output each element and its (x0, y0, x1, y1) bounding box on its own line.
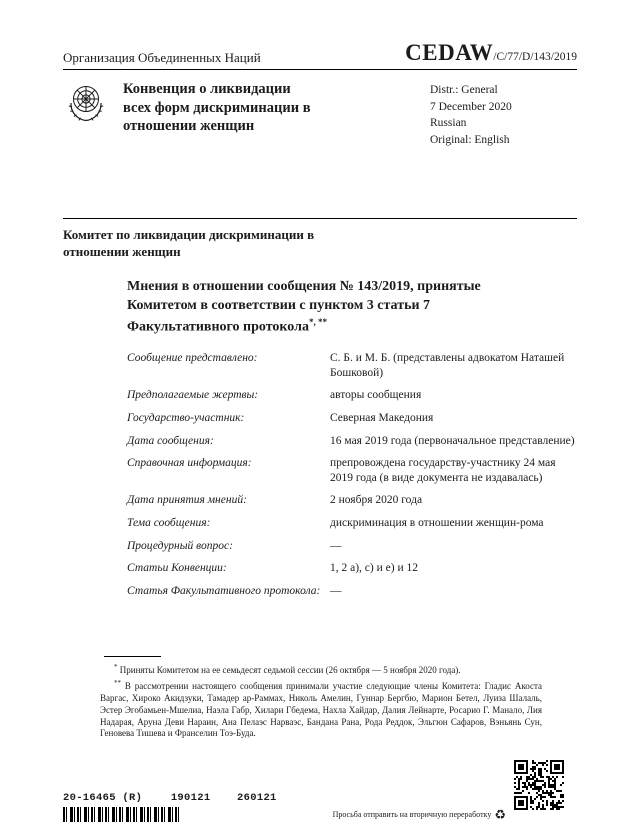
fields-table (127, 351, 577, 598)
field-row (127, 561, 577, 576)
field-value: –– (330, 584, 342, 597)
field-label: Статьи Конвенции: (127, 562, 227, 575)
field-value: Северная Македония (330, 412, 434, 424)
footnote-text: В рассмотрении настоящего сообщения принимали участие следующие члены Комитета: Гладис Акоста Варгас, Хироко Акидзуки, Тамадер ар-Раммах, Николь Амелин, Гуннар Бергбю, Марион Бетел, Луиза Шалаль, Эстер Эгобамьен-Мшелиа, Наэла Габр, Хилари Гбедема, Нахла Хайдар, Далия Лейнарте, Росарио Г. Манало, Лия Надарая, Аруна Деви Нараин, Ана Пелаэс Нарваэс, Бандана Рана, Рода Реддок, Эльгюн Сафаров, Вэньянь Сун, Геновева Тишева и Франселин Тоэ-Буда. (100, 680, 542, 739)
field-row (127, 388, 577, 403)
barcode (63, 807, 179, 822)
field-row (127, 434, 577, 449)
field-label: Государство-участник: (127, 412, 245, 424)
document-title (127, 277, 499, 337)
un-emblem (63, 80, 109, 146)
distr-line: Distr.: General (430, 84, 498, 96)
document-symbol-number: /C/77/D/143/2019 (493, 51, 577, 63)
distribution-block (430, 82, 512, 149)
recycle-text: Просьба отправить на вторичную переработку (332, 810, 492, 819)
field-label: Предполагаемые жертвы: (127, 389, 259, 402)
organization-name: Организация Объединенных Наций (63, 50, 261, 65)
field-value: препровождена государству-участнику 24 мая 2019 года (в виде документа не издавалась) (330, 457, 556, 484)
document-symbol-main: CEDAW (405, 40, 494, 65)
field-row (127, 456, 577, 485)
field-label: Сообщение представлено: (127, 352, 258, 365)
document-code: 20-16465 (R) (63, 792, 143, 804)
field-value: С. Б. и М. Б. (представлены адвокатом Наташей Бошковой) (330, 352, 565, 379)
field-value: 16 мая 2019 года (первоначальное представление) (330, 434, 575, 447)
field-row (127, 351, 577, 380)
field-value: 2 ноября 2020 года (330, 494, 423, 507)
footnote (100, 663, 542, 677)
qr-code (514, 760, 564, 810)
document-title-text: Мнения в отношении сообщения № 143/2019, принятые Комитетом в соответствии с пунктом 3 статьи 7 Факультативного протокола (127, 278, 481, 335)
field-row (127, 411, 577, 426)
footnotes-section (100, 656, 542, 742)
un-emblem-icon (63, 80, 109, 126)
field-label: Процедурный вопрос: (127, 539, 233, 552)
field-label: Дата принятия мнений: (127, 494, 247, 507)
field-label: Справочная информация: (127, 457, 252, 470)
field-value: авторы сообщения (330, 389, 422, 402)
field-value: –– (330, 539, 342, 552)
distr-language: Russian (430, 117, 467, 130)
field-label: Дата сообщения: (127, 434, 214, 447)
field-value: 1, 2 а), с) и е) и 12 (330, 562, 418, 575)
field-value: дискриминация в отношении женщин-рома (330, 516, 544, 529)
distr-date: 7 December 2020 (430, 100, 512, 113)
masthead-header (63, 40, 577, 70)
footnote-separator (104, 656, 161, 657)
recycle-note (260, 808, 506, 821)
document-symbol (405, 40, 577, 66)
footnote-mark: * (114, 663, 118, 671)
field-row (127, 493, 577, 508)
document-code-line (63, 792, 277, 804)
footnote-mark: ** (114, 678, 121, 687)
masthead (63, 80, 577, 146)
footnote-text: Приняты Комитетом на ее семьдесят седьмой сессии (26 октября — 5 ноября 2020 года). (119, 665, 461, 675)
distr-original: Original: English (430, 134, 510, 147)
section-divider (63, 218, 577, 219)
field-row (127, 516, 577, 531)
field-label: Тема сообщения: (127, 516, 211, 529)
document-body (127, 277, 577, 599)
date-code-2: 260121 (237, 792, 277, 804)
recycle-icon: ♻ (494, 807, 506, 822)
date-code-1: 190121 (170, 792, 211, 804)
convention-title: Конвенция о ликвидации всех форм дискриминации в отношении женщин (123, 81, 311, 135)
committee-name: Комитет по ликвидации дискриминации в отношении женщин (63, 227, 315, 259)
field-label: Статья Факультативного протокола: (127, 584, 321, 597)
field-row (127, 539, 577, 554)
title-footnote-marks: *, ** (308, 316, 327, 327)
footnote (100, 679, 542, 740)
field-row (127, 584, 577, 599)
